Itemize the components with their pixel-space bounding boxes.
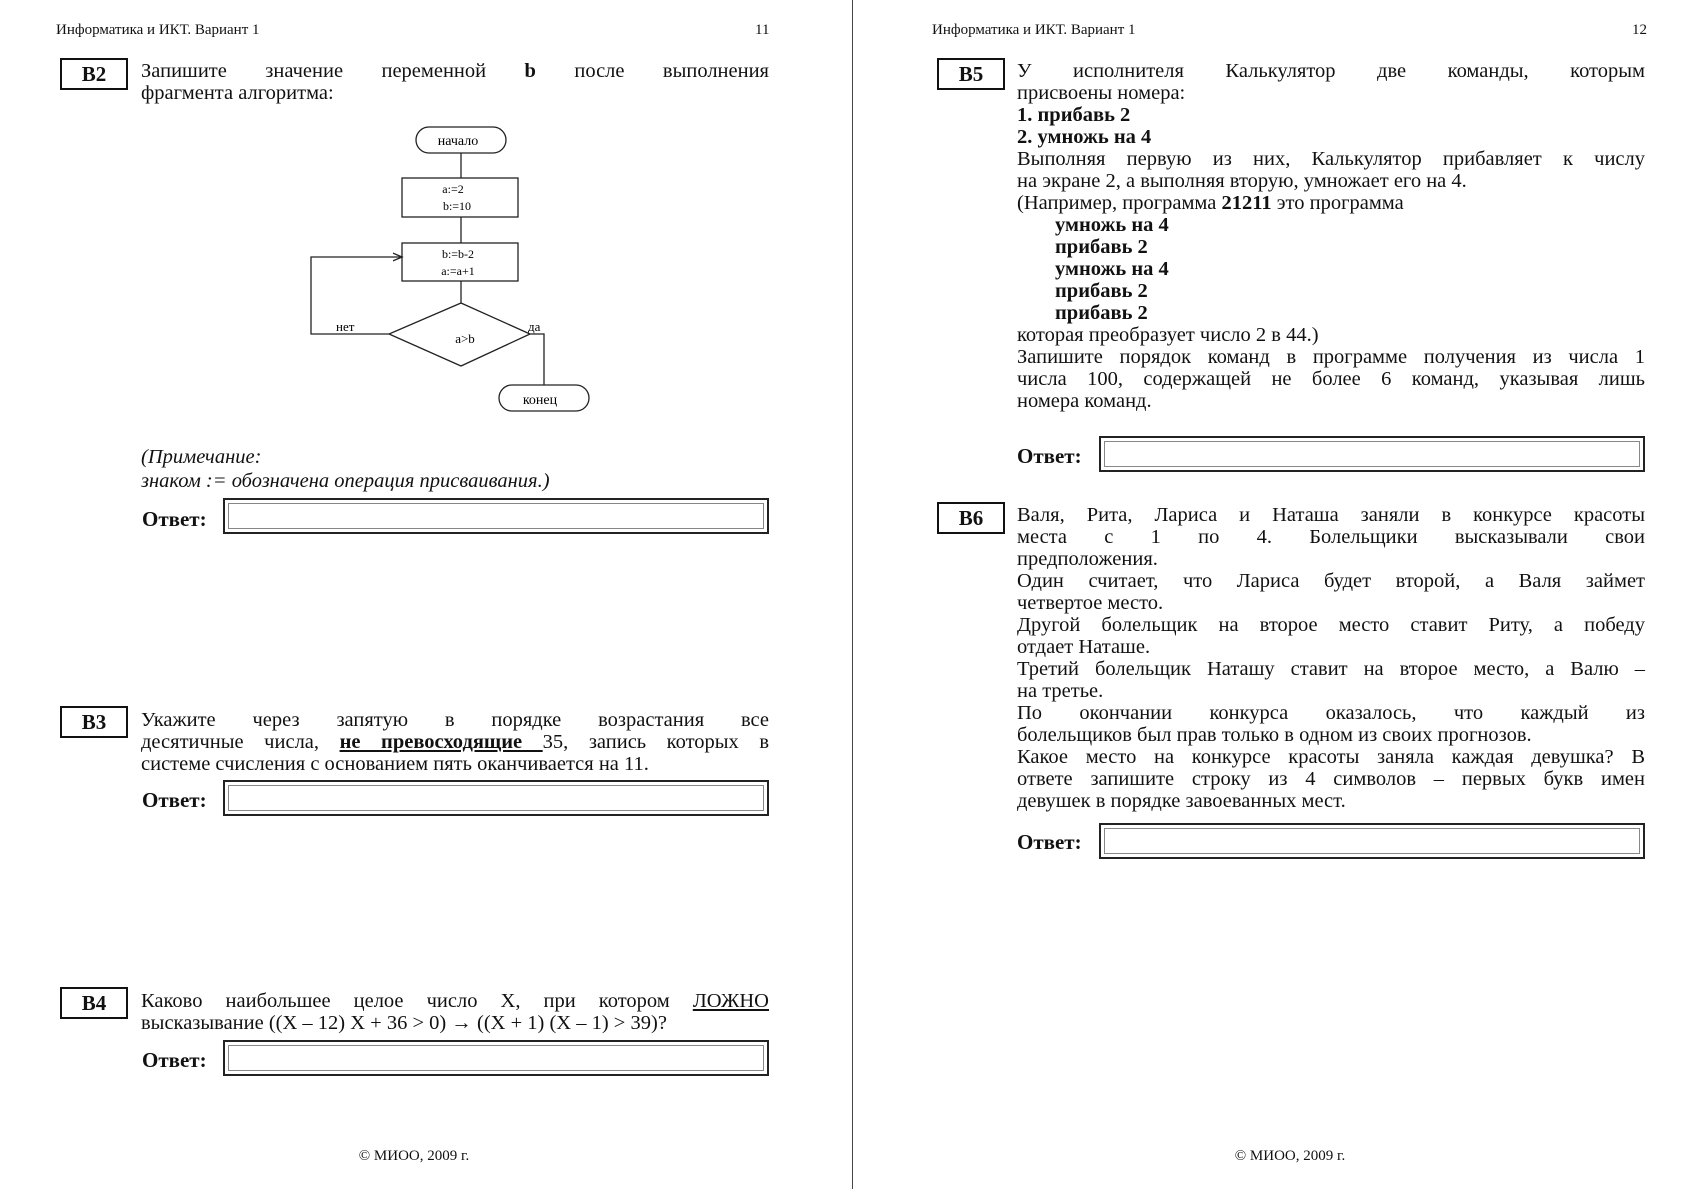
page-footer: © МИОО, 2009 г. bbox=[358, 1148, 470, 1164]
condition-label: a>b bbox=[455, 331, 475, 346]
yes-line bbox=[530, 334, 544, 385]
assign2-line2: a:=a+1 bbox=[441, 264, 475, 278]
answer-box-b6[interactable] bbox=[1099, 823, 1645, 859]
yes-label: да bbox=[528, 319, 541, 334]
example-step: умножь на 4 bbox=[1055, 258, 1169, 280]
page-number: 11 bbox=[755, 22, 770, 38]
assign1-line1: a:=2 bbox=[442, 182, 464, 196]
example-step: прибавь 2 bbox=[1055, 236, 1148, 258]
page-footer: © МИОО, 2009 г. bbox=[1234, 1148, 1346, 1164]
page-number: 12 bbox=[1632, 22, 1647, 38]
task-b2-note: (Примечание: знаком := обозначена операция присваивания.) bbox=[141, 446, 550, 492]
page-header: Информатика и ИКТ. Вариант 1 bbox=[56, 22, 260, 38]
task-b2-text: Запишите значение переменной b после выполнения фрагмента алгоритма: bbox=[141, 60, 769, 104]
loop-arrow bbox=[311, 257, 402, 334]
right-page bbox=[853, 0, 1702, 1189]
algorithm-flowchart bbox=[300, 120, 600, 420]
answer-label-b4: Ответ: bbox=[142, 1048, 207, 1072]
example-step: прибавь 2 bbox=[1055, 302, 1148, 324]
task-label-b6: B6 bbox=[937, 502, 1005, 534]
task-b3-text: Укажите через запятую в порядке возрастания все десятичные числа, не превосходящие 35, запись которых в системе счисления с основанием пять оканчивается на 11. bbox=[141, 709, 770, 775]
example-step: умножь на 4 bbox=[1055, 214, 1169, 236]
answer-box-b5[interactable] bbox=[1099, 436, 1645, 472]
assign2-line1: b:=b-2 bbox=[441, 247, 475, 261]
answer-label-b3: Ответ: bbox=[142, 788, 207, 812]
answer-label-b6: Ответ: bbox=[1017, 830, 1082, 854]
answer-label-b5: Ответ: bbox=[1017, 444, 1082, 468]
answer-label-b2: Ответ: bbox=[142, 507, 207, 531]
task-label-b4: B4 bbox=[60, 987, 128, 1019]
task-b5-text: У исполнителя Калькулятор две команды, которым присвоены номера: 1. прибавь 2 2. умножь на 4 Выполняя первую из них, Калькулятор прибавляет к числу на экране 2, а выполняя вторую, умножает его на 4. (Например, программа 21211 это программа умножь на 4 прибавь 2 умножь на 4 прибавь 2 прибавь 2 которая преобразует число 2 в 44.) Запишите порядок команд в программе получения из числа 1 числа 100, содержащей не более 6 команд, указывая лишь номера команд. bbox=[1017, 60, 1645, 412]
no-label: нет bbox=[336, 319, 355, 334]
assign1-line2: b:=10 bbox=[442, 199, 472, 213]
task-label-b3: B3 bbox=[60, 706, 128, 738]
answer-box-b2[interactable] bbox=[223, 498, 769, 534]
example-step: прибавь 2 bbox=[1055, 280, 1148, 302]
task-b6-text: Валя, Рита, Лариса и Наташа заняли в конкурсе красоты места с 1 по 4. Болельщики высказывали свои предположения. Один считает, что Лариса будет второй, а Валя займет четвертое место. Другой болельщик на второе место ставит Риту, а победу отдает Наташе. Третий болельщик Наташу ставит на второе место, а Валю – на третье. По окончании конкурса оказалось, что каждый из болельщиков был прав только в одном из своих прогнозов. Какое место на конкурсе красоты заняла каждая девушка? В ответе запишите строку из 4 символов – первых букв имен девушек в порядке завоеванных мест. bbox=[1017, 504, 1645, 812]
end-label: конец bbox=[522, 393, 558, 408]
task-b4-text: Каково наибольшее целое число X, при котором ЛОЖНО высказывание ((X – 12) X + 36 > 0) → ((X + 1) (X – 1) > 39)? bbox=[141, 990, 769, 1034]
answer-box-b4[interactable] bbox=[223, 1040, 769, 1076]
start-label: начало bbox=[437, 134, 479, 149]
task-label-b2: B2 bbox=[60, 58, 128, 90]
page-header: Информатика и ИКТ. Вариант 1 bbox=[932, 22, 1136, 38]
task-label-b5: B5 bbox=[937, 58, 1005, 90]
answer-box-b3[interactable] bbox=[223, 780, 769, 816]
